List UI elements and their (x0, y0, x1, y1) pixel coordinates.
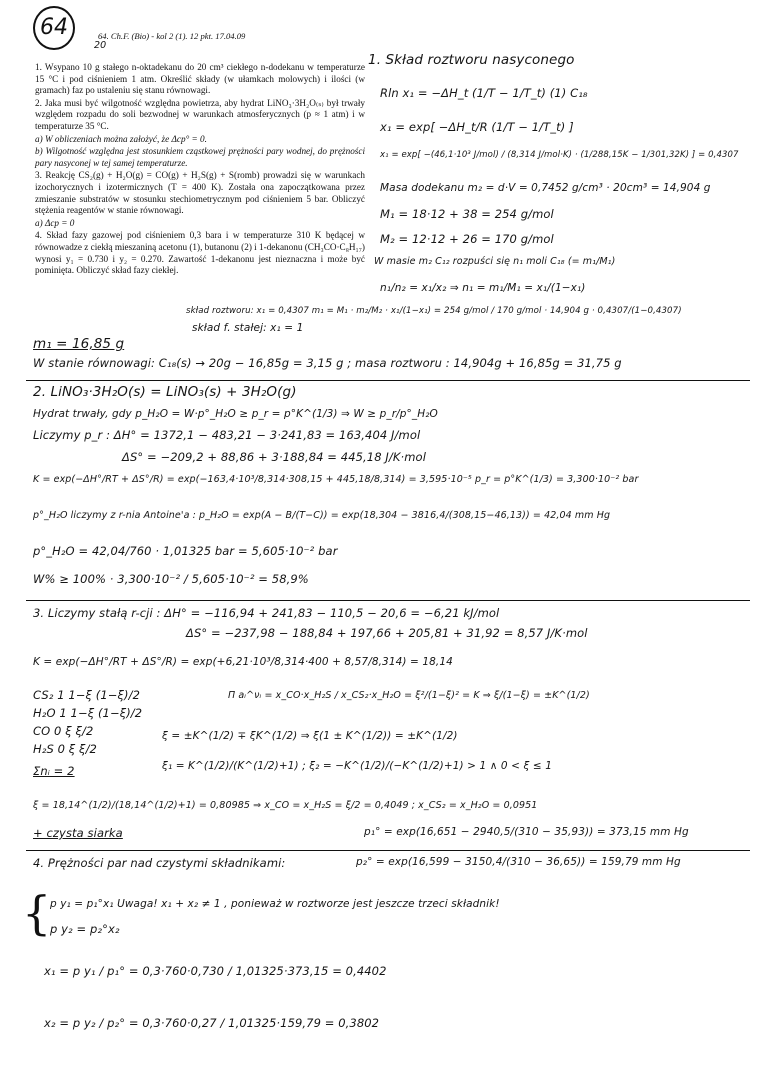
s1-line: Masa dodekanu m₂ = d·V = 0,7452 g/cm³ · 20cm³ = 14,904 g (380, 182, 711, 194)
page-number: 64 (33, 6, 75, 50)
problem-3-note: a) Δcp = 0 (35, 217, 75, 228)
s4-title: 4. Prężności par nad czystymi składnikami: (33, 856, 286, 870)
s2-line: p°_H₂O = 42,04/760 · 1,01325 bar = 5,605·10⁻² bar (33, 544, 338, 558)
s4-line: p y₁ = p₁°x₁ Uwaga! x₁ + x₂ ≠ 1 , ponieważ w roztworze jest jeszcze trzeci składnik! (50, 898, 500, 910)
s3-line: ξ₁ = K^(1/2)/(K^(1/2)+1) ; ξ₂ = −K^(1/2)/(−K^(1/2)+1) > 1 ∧ 0 < ξ ≤ 1 (162, 760, 552, 772)
s2-result: W% ≥ 100% · 3,300·10⁻² / 5,605·10⁻² = 58,9% (33, 572, 309, 586)
s4-line: p y₂ = p₂°x₂ (50, 922, 120, 936)
margin-note: 20 (94, 40, 107, 51)
problem-4: 4. Skład fazy gazowej pod ciśnieniem 0,3 bara i w temperaturze 310 K będącej w równowadze z ciekłą mieszaniną acetonu (1), butanonu (2) i 1-dekanonu (CH₃CO·C₈H₁₇) wynosi y₁ = 0.730 i y₂ = 0.270. Zawartość 1-dekanonu jest nieznaczna i może być pominięta. Obliczyć skład fazy ciekłej. (35, 230, 365, 276)
s3-line: p₁° = exp(16,651 − 2940,5/(310 − 35,93)) = 373,15 mm Hg (364, 826, 689, 838)
s3-title: 3. Liczymy stałą r-cji : ΔH° = −116,94 + 241,83 − 110,5 − 20,6 = −6,21 kJ/mol (33, 606, 500, 620)
s3-line: ΔS° = −237,98 − 188,84 + 197,66 + 205,81 + 31,92 = 8,57 J/K·mol (186, 626, 588, 640)
s1-line: M₂ = 12·12 + 26 = 170 g/mol (380, 232, 554, 246)
s1-line: x₁ = exp[ −ΔH_t/R (1/T − 1/T_t) ] (380, 120, 574, 134)
s1-line: M₁ = 18·12 + 38 = 254 g/mol (380, 207, 554, 221)
s1-line: W masie m₂ C₁₂ rozpuści się n₁ moli C₁₈ (= m₁/M₁) (374, 256, 616, 267)
brace-glyph: { (22, 886, 52, 940)
problem-2: 2. Jaka musi być wilgotność względna powietrza, aby hydrat LiNO₃·3H₂O₍ₛ₎ był trwały względem rozpadu do soli bezwodnej w warunkach atmosferycznych (p ≈ 1 atm) i w temperaturze 35 °C. (35, 97, 365, 131)
section-divider (26, 600, 750, 601)
s1-line: Rln x₁ = −ΔH_t (1/T − 1/T_t) (1) C₁₈ (380, 86, 588, 100)
s1-result: m₁ = 16,85 g (33, 336, 125, 352)
s3-note: + czysta siarka (33, 826, 123, 840)
s2-line: ΔS° = −209,2 + 88,86 + 3·188,84 = 445,18 J/K·mol (122, 450, 426, 464)
s3-table-row: CO 0 ξ ξ/2 (33, 724, 94, 738)
s3-table-row: H₂S 0 ξ ξ/2 (33, 742, 97, 756)
s1-line: skład f. stałej: x₁ = 1 (192, 322, 304, 334)
section-divider (26, 380, 750, 381)
s2-title: 2. LiNO₃·3H₂O(s) = LiNO₃(s) + 3H₂O(g) (33, 384, 297, 400)
s3-line: Π aᵢ^νᵢ = x_CO·x_H₂S / x_CS₂·x_H₂O = ξ²/(1−ξ)² = K ⇒ ξ/(1−ξ) = ±K^(1/2) (228, 690, 590, 701)
s3-line: ξ = ±K^(1/2) ∓ ξK^(1/2) ⇒ ξ(1 ± K^(1/2)) = ±K^(1/2) (162, 730, 458, 742)
s2-line: Hydrat trwały, gdy p_H₂O = W·p°_H₂O ≥ p_r = p°K^(1/3) ⇒ W ≥ p_r/p°_H₂O (33, 408, 438, 420)
s2-line: p°_H₂O liczymy z r-nia Antoine'a : p_H₂O = exp(A − B/(T−C)) = exp(18,304 − 3816,4/(308,15−46,13)) = 42,04 mm Hg (33, 510, 611, 521)
s3-table-row: H₂O 1 1−ξ (1−ξ)/2 (33, 706, 143, 720)
s1-line: x₁ = exp[ −(46,1·10³ J/mol) / (8,314 J/mol·K) · (1/288,15K − 1/301,32K) ] = 0,4307 (380, 150, 739, 160)
problem-3: 3. Reakcję CS₂(g) + H₂O(g) = CO(g) + H₂S(g) + S(romb) prowadzi się w warunkach izochorycznych i izotermicznych (T = 400 K). Została ona zapoczątkowana przez zmieszanie substratów w stosunku stechiometrycznym pod ciśnieniem 5 bar. Obliczyć stężenia reagentów w stanie równowagi. (35, 170, 365, 216)
problem-2-hint-b: b) Wilgotność względna jest stosunkiem cząstkowej prężności pary wodnej, do prężności pary nasyconej w tej samej temperaturze. (35, 146, 365, 168)
page-header: 64. Ch.F. (Bio) - kol 2 (1). 12 pkt. 17.04.09 (98, 31, 246, 41)
s1-line: n₁/n₂ = x₁/x₂ ⇒ n₁ = m₁/M₁ = x₁/(1−x₁) (380, 282, 586, 294)
s1-title: 1. Skład roztworu nasyconego (368, 52, 575, 68)
problem-1: 1. Wsypano 10 g stałego n-oktadekanu do 20 cm³ ciekłego n-dodekanu w temperaturze 15 °C i pod ciśnieniem 1 atm. Określić składy (w ułamkach molowych) i ilości (w gramach) faz po ustaleniu się stanu równowagi. (35, 62, 365, 96)
s3-table-row: CS₂ 1 1−ξ (1−ξ)/2 (33, 688, 141, 702)
s1-line: W stanie równowagi: C₁₈(s) → 20g − 16,85g = 3,15 g ; masa roztworu : 14,904g + 16,85g = 31,75 g (33, 356, 622, 370)
problem-2-hint-a: a) W obliczeniach można założyć, że Δcp° = 0. (35, 133, 207, 144)
s4-result: x₂ = p y₂ / p₂° = 0,3·760·0,27 / 1,01325·159,79 = 0,3802 (44, 1016, 380, 1030)
s2-line: Liczymy p_r : ΔH° = 1372,1 − 483,21 − 3·241,83 = 163,404 J/mol (33, 428, 421, 442)
s3-line: K = exp(−ΔH°/RT + ΔS°/R) = exp(+6,21·10³/8,314·400 + 8,57/8,314) = 18,14 (33, 656, 453, 668)
s1-line: skład roztworu: x₁ = 0,4307 m₁ = M₁ · m₂/M₂ · x₁/(1−x₁) = 254 g/mol / 170 g/mol · 14,904 g · 0,4307/(1−0,4307) (186, 306, 682, 316)
s4-line: p₂° = exp(16,599 − 3150,4/(310 − 36,65)) = 159,79 mm Hg (356, 856, 681, 868)
s3-result: ξ = 18,14^(1/2)/(18,14^(1/2)+1) = 0,80985 ⇒ x_CO = x_H₂S = ξ/2 = 0,4049 ; x_CS₂ = x_H₂O = 0,0951 (33, 800, 538, 811)
s3-sum: Σnᵢ = 2 (33, 764, 75, 778)
problem-statements (35, 62, 365, 278)
s2-line: K = exp(−ΔH°/RT + ΔS°/R) = exp(−163,4·10³/8,314·308,15 + 445,18/8,314) = 3,595·10⁻⁵ p_r = p°K^(1/3) = 3,300·10⁻² bar (33, 474, 639, 485)
s4-result: x₁ = p y₁ / p₁° = 0,3·760·0,730 / 1,01325·373,15 = 0,4402 (44, 964, 387, 978)
section-divider (26, 850, 750, 851)
